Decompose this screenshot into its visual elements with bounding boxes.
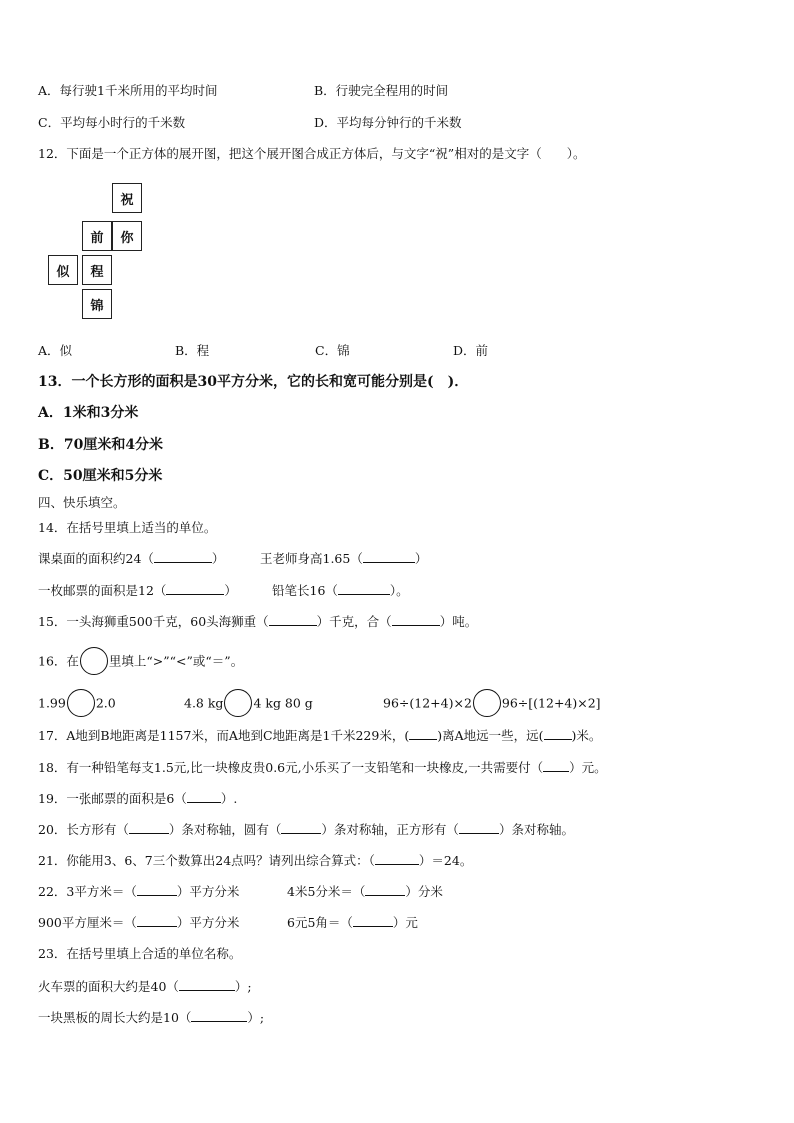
q16-e3-right: 96÷[(12+4)×2] (501, 695, 601, 711)
q20-text-1: 20．长方形有（ (38, 822, 129, 837)
q23-b-close: ）; (247, 1010, 265, 1025)
compare-circle[interactable] (80, 647, 108, 675)
q14-d-close: ）。 (389, 583, 409, 598)
q22-a-text: 22．3平方米＝（ (38, 884, 137, 899)
q22-c-unit: ）平方分米 (176, 915, 240, 930)
q13-option-a: A．1米和3分米 (38, 405, 139, 421)
q12-option-b: B．程 (175, 343, 210, 358)
q16-e3-left: 96÷(12+4)×2 (383, 695, 472, 711)
q14-line1-b (260, 550, 427, 568)
answer-blank[interactable] (409, 727, 437, 740)
net-cell-zhu: 祝 (112, 183, 142, 213)
q20-text-2: ）条对称轴，圆有（ (168, 822, 282, 837)
answer-blank[interactable] (543, 759, 569, 772)
q22-b-text: 4米5分米＝（ (287, 884, 366, 899)
answer-blank[interactable] (137, 883, 177, 896)
q23-line1 (38, 978, 252, 996)
q16-text-2: 里填上“>”“<”或“＝”。 (108, 653, 244, 669)
answer-blank[interactable] (375, 852, 419, 865)
answer-blank[interactable] (353, 914, 393, 927)
q16-e1-right: 2.0 (95, 695, 116, 711)
compare-circle[interactable] (67, 689, 95, 717)
q21 (38, 852, 472, 870)
q23-a-close: ）; (234, 979, 252, 994)
q22-b-unit: ）分米 (405, 884, 443, 899)
q14-line1 (38, 550, 224, 568)
answer-blank[interactable] (544, 727, 572, 740)
q18-text-2: ）元。 (569, 760, 607, 775)
answer-blank[interactable] (191, 1009, 247, 1022)
net-cell-si: 似 (48, 255, 78, 285)
q11-option-d: D．平均每分钟行的千米数 (314, 115, 462, 130)
net-cell-cheng: 程 (82, 255, 112, 285)
q12-option-d: D．前 (453, 343, 489, 358)
q14-d-text: 铅笔长16（ (272, 583, 338, 598)
q19 (38, 790, 237, 808)
q12-stem: 12．下面是一个正方体的展开图，把这个展开图合成正方体后，与文字“祝”相对的是文字（ ）。 (38, 146, 586, 161)
answer-blank[interactable] (137, 914, 177, 927)
q14-b-close: ） (414, 551, 428, 566)
answer-blank[interactable] (392, 613, 440, 626)
q19-text-1: 19．一张邮票的面积是6（ (38, 791, 187, 806)
q14-b-text: 王老师身高1.65（ (260, 551, 363, 566)
q22-c-text: 900平方厘米＝（ (38, 915, 137, 930)
q21-text-1: 21．你能用3、6、7三个数算出24点吗？请列出综合算式：（ (38, 853, 375, 868)
q12-option-c: C．锦 (315, 343, 350, 358)
q13-option-b: B．70厘米和4分米 (38, 437, 164, 453)
q14-c-text: 一枚邮票的面积是12（ (38, 583, 167, 598)
q15 (38, 613, 477, 631)
answer-blank[interactable] (166, 582, 224, 595)
q11-option-c: C．平均每小时行的千米数 (38, 115, 186, 130)
q12-option-a: A．似 (38, 343, 73, 358)
q16-stem (38, 648, 243, 676)
q15-text-1: 15．一头海狮重500千克，60头海狮重（ (38, 614, 269, 629)
q22-line1 (38, 883, 239, 901)
q17-text-2: )离A地远一些，远( (437, 728, 544, 743)
q16-expr-1 (38, 690, 116, 718)
q20-text-4: ）条对称轴。 (498, 822, 574, 837)
net-cell-qian: 前 (82, 221, 112, 251)
q14-a-text: 课桌面的面积约24（ (38, 551, 154, 566)
q11-option-a: A．每行驶1千米所用的平均时间 (38, 83, 218, 98)
q20-text-3: ）条对称轴，正方形有（ (321, 822, 459, 837)
q16-expr-2 (184, 690, 313, 718)
q14-c-close: ） (224, 583, 237, 598)
q16-e2-left: 4.8 kg (184, 695, 224, 711)
answer-blank[interactable] (154, 550, 212, 563)
answer-blank[interactable] (363, 550, 415, 563)
q22-a-unit: ）平方分米 (176, 884, 240, 899)
q16-expr-3 (383, 690, 601, 718)
section-heading: 四、快乐填空。 (38, 495, 126, 510)
q14-a-close: ） (211, 551, 225, 566)
q18-text-1: 18．有一种铅笔每支1.5元,比一块橡皮贵0.6元,小乐买了一支铅笔和一块橡皮,一共需要付（ (38, 760, 544, 775)
q22-line1-b (287, 883, 443, 901)
q22-line2-d (287, 914, 418, 932)
q23-line2 (38, 1009, 264, 1027)
q16-e1-left: 1.99 (38, 695, 66, 711)
q14-line2 (38, 582, 237, 600)
answer-blank[interactable] (269, 613, 317, 626)
q14-stem: 14．在括号里填上适当的单位。 (38, 520, 217, 535)
q22-line2 (38, 914, 239, 932)
answer-blank[interactable] (459, 821, 499, 834)
answer-blank[interactable] (281, 821, 321, 834)
q15-text-2: ）千克，合（ (316, 614, 392, 629)
q23-stem: 23．在括号里填上合适的单位名称。 (38, 946, 242, 961)
q23-a-text: 火车票的面积大约是40（ (38, 979, 179, 994)
answer-blank[interactable] (338, 582, 390, 595)
compare-circle[interactable] (473, 689, 501, 717)
answer-blank[interactable] (187, 790, 221, 803)
compare-circle[interactable] (224, 689, 252, 717)
q14-line2-d (272, 582, 409, 600)
q16-e2-right: 4 kg 80 g (253, 695, 313, 711)
q19-text-2: ）. (220, 791, 238, 806)
q16-text-1: 16．在 (38, 653, 79, 669)
q13-stem: 13．一个长方形的面积是30平方分米，它的长和宽可能分别是( )． (38, 374, 469, 390)
q17 (38, 727, 601, 745)
q17-text-1: 17．A地到B地距离是1157米，而A地到C地距离是1千米229米，( (38, 728, 410, 743)
q15-text-3: ）吨。 (439, 614, 478, 629)
q23-b-text: 一块黑板的周长大约是10（ (38, 1010, 192, 1025)
q18 (38, 759, 607, 777)
answer-blank[interactable] (129, 821, 169, 834)
cube-net-figure (46, 183, 156, 319)
answer-blank[interactable] (179, 978, 235, 991)
q21-text-2: ）＝24。 (418, 853, 473, 868)
net-cell-jin: 锦 (82, 289, 112, 319)
q20 (38, 821, 574, 839)
q17-text-3: )米。 (571, 728, 602, 743)
net-cell-ni: 你 (112, 221, 142, 251)
q22-d-text: 6元5角＝（ (287, 915, 353, 930)
q22-d-unit: ）元 (392, 915, 418, 930)
q11-option-b: B．行驶完全程用的时间 (314, 83, 449, 98)
answer-blank[interactable] (365, 883, 405, 896)
q13-option-c: C．50厘米和5分米 (38, 468, 163, 484)
